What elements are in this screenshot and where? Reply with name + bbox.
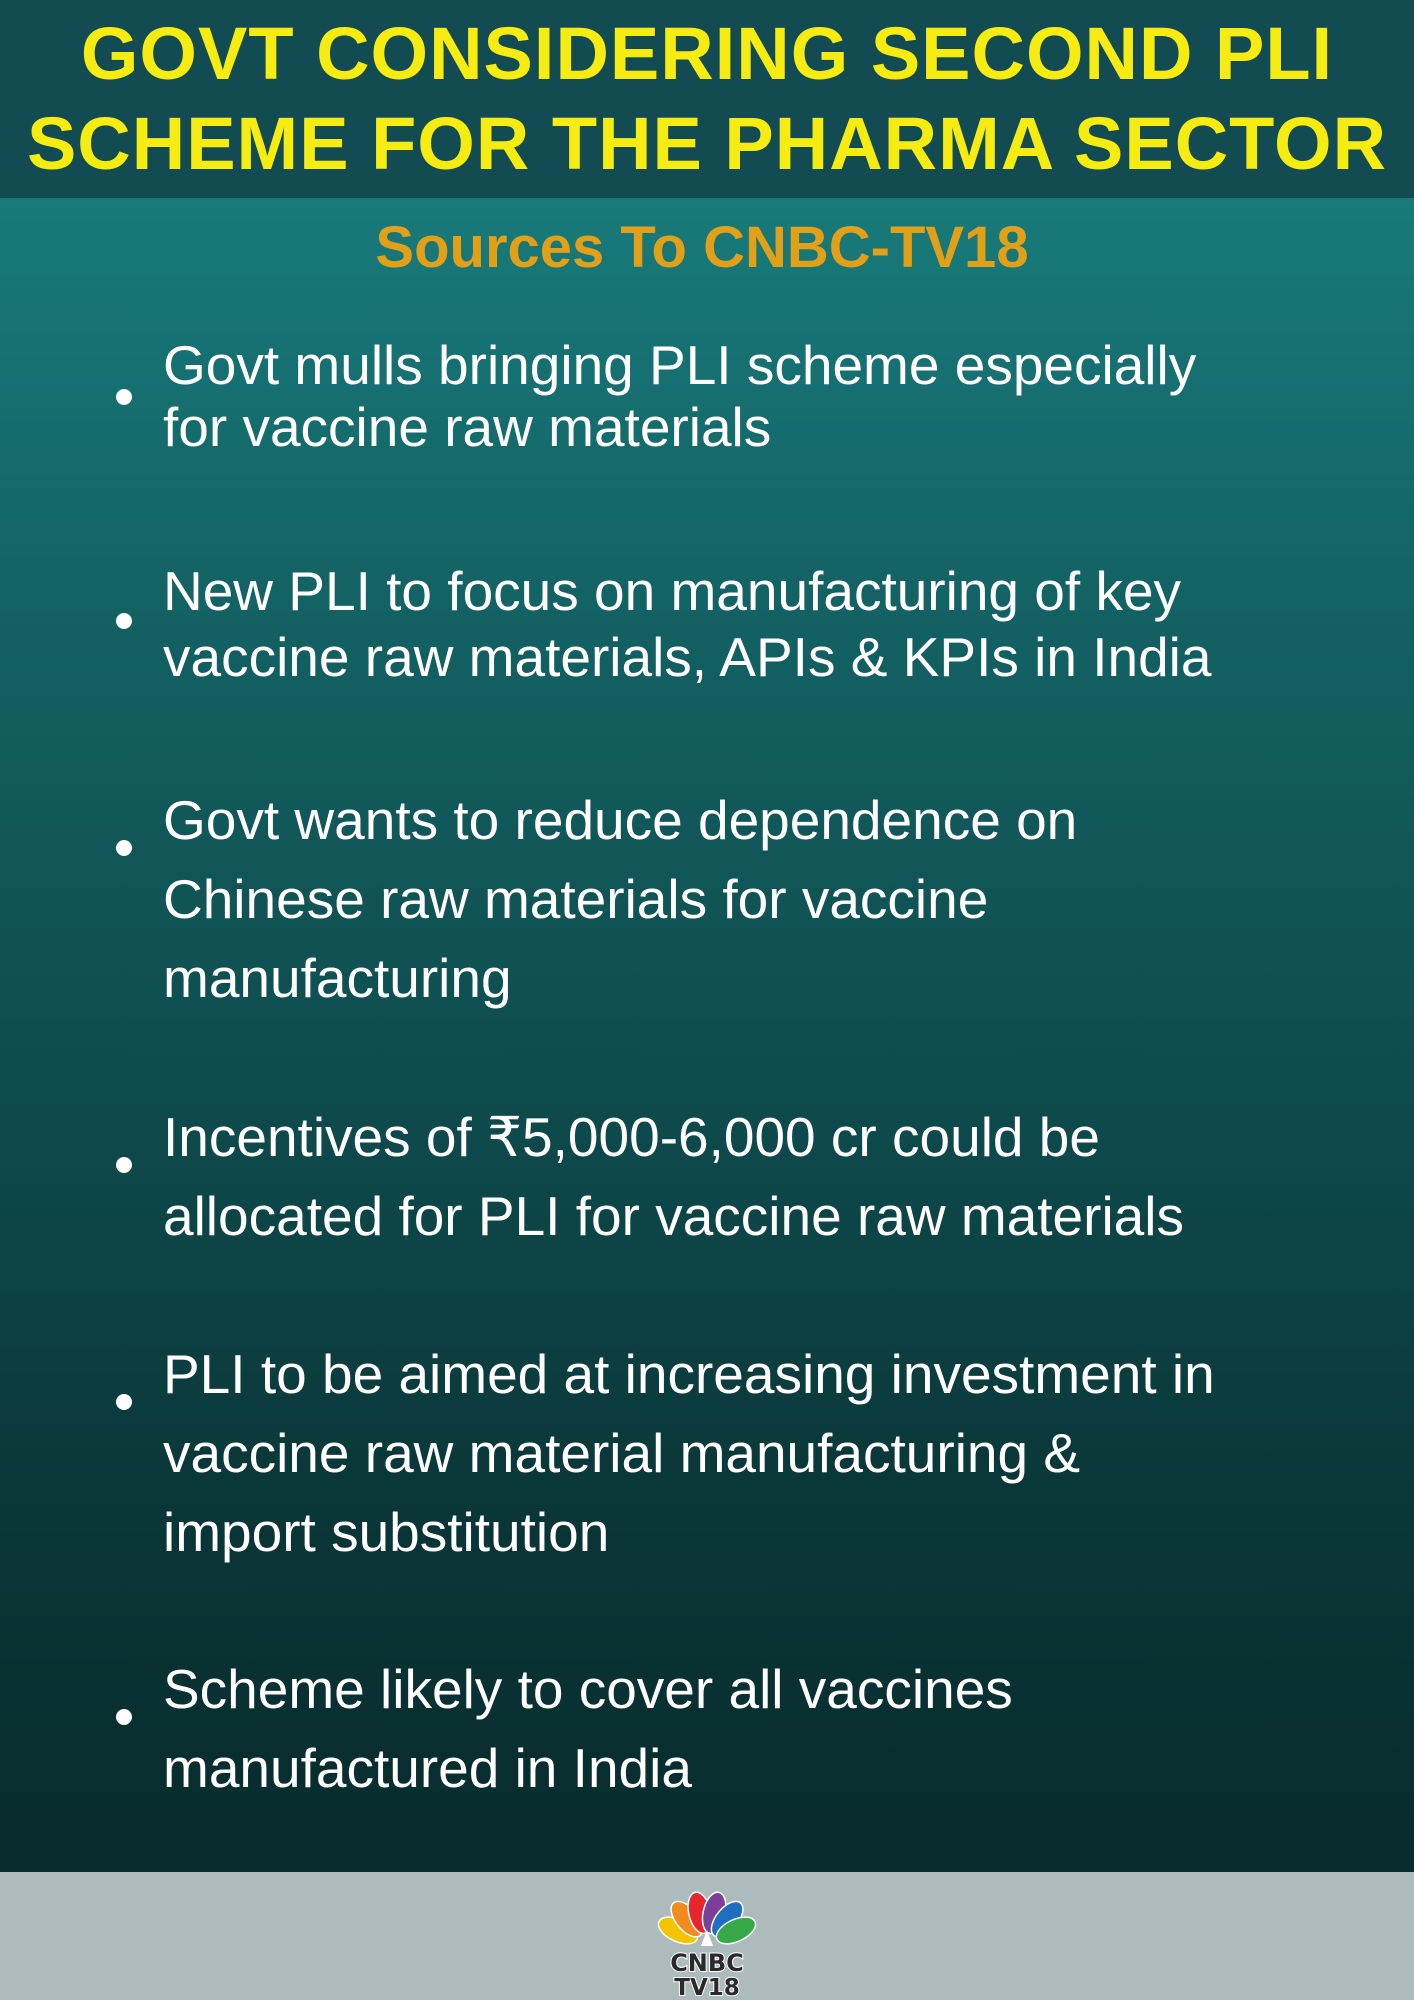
footer-bar <box>0 1872 1414 2000</box>
bullet-icon <box>116 1157 132 1173</box>
bullet-icon <box>116 613 132 629</box>
bullet-line: New PLI to focus on manufacturing of key <box>163 560 1182 622</box>
headline-line-1: GOVT CONSIDERING SECOND PLI <box>80 12 1334 95</box>
bullet-line: Govt wants to reduce dependence on <box>163 789 1078 851</box>
bullet-line: allocated for PLI for vaccine raw materials <box>163 1185 1184 1247</box>
logo-text-tv18: TV18 <box>674 1975 740 1998</box>
bullet-icon <box>116 1394 132 1410</box>
peacock-icon <box>654 1890 759 1949</box>
bullet-line: Govt mulls bringing PLI scheme especially <box>163 334 1197 396</box>
headline-banner <box>0 0 1414 198</box>
bullet-line: Chinese raw materials for vaccine <box>163 868 989 930</box>
bullet-line: import substitution <box>163 1501 610 1563</box>
bullet-icon <box>116 840 132 856</box>
source-subheading: Sources To CNBC-TV18 <box>375 215 1029 280</box>
bullet-line: Scheme likely to cover all vaccines <box>163 1658 1013 1720</box>
bullet-line: PLI to be aimed at increasing investment in <box>163 1343 1215 1405</box>
bullet-line: manufacturing <box>163 947 512 1009</box>
bullet-line: manufactured in India <box>163 1737 692 1799</box>
bullet-icon <box>116 389 132 405</box>
bullet-line: Incentives of ₹5,000-6,000 cr could be <box>163 1106 1100 1168</box>
logo-text-cnbc: CNBC <box>670 1949 744 1977</box>
content-panel <box>0 198 1414 1872</box>
headline-line-2: SCHEME FOR THE PHARMA SECTOR <box>26 102 1388 185</box>
bullet-line: vaccine raw material manufacturing & <box>163 1422 1081 1484</box>
cnbc-tv18-logo <box>645 1876 769 1998</box>
bullet-line: vaccine raw materials, APIs & KPIs in India <box>163 626 1212 688</box>
bullet-line: for vaccine raw materials <box>163 396 772 458</box>
bullet-list <box>0 198 1414 1872</box>
bullet-icon <box>116 1709 132 1725</box>
